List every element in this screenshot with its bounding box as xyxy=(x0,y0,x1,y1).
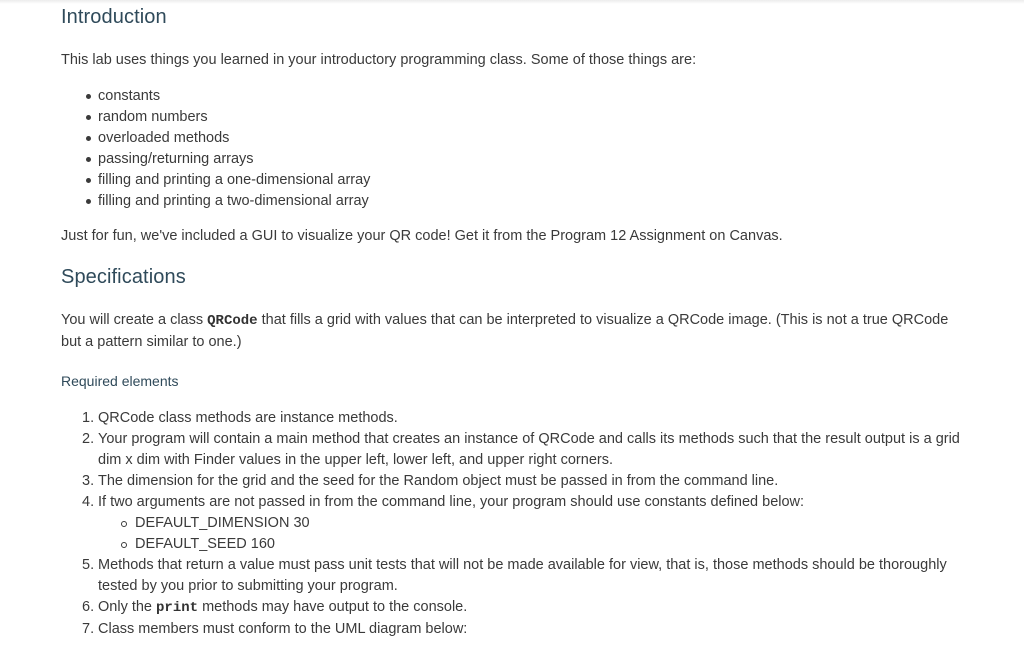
item-number: 5. xyxy=(82,557,95,573)
constants-list xyxy=(98,513,971,555)
item-number: 6. xyxy=(82,599,95,615)
item-text: QRCode class methods are instance methods. xyxy=(98,410,398,426)
specifications-text xyxy=(61,310,961,353)
list-item: passing/returning arrays xyxy=(61,149,961,170)
required-elements-heading: Required elements xyxy=(61,373,179,389)
item-text-start: Only the xyxy=(98,599,157,615)
specifications-text-start: You will create a class xyxy=(61,312,208,328)
list-item xyxy=(61,619,971,640)
item-text: Methods that return a value must pass unit tests that will not be made available for view, that is, those methods should be thoroughly tested by you prior to submitting your program. xyxy=(98,557,947,594)
introduction-text: This lab uses things you learned in your introductory programming class. Some of those things are: xyxy=(61,52,697,68)
item-text: If two arguments are not passed in from the command line, your program should use constants defined below: xyxy=(98,494,805,510)
item-text-end: methods may have output to the console. xyxy=(198,599,468,615)
item-text: Class members must conform to the UML diagram below: xyxy=(98,621,468,637)
class-name-code: QRCode xyxy=(207,313,258,329)
list-item xyxy=(61,597,971,619)
list-item xyxy=(61,471,971,492)
item-number: 4. xyxy=(82,494,95,510)
print-code: print xyxy=(156,600,199,616)
list-item xyxy=(61,492,971,555)
top-shadow xyxy=(0,0,1024,4)
gui-text: Just for fun, we've included a GUI to visualize your QR code! Get it from the Program 12 Assignment on Canvas. xyxy=(61,228,783,244)
introduction-bullet-list xyxy=(61,86,961,212)
constant-item: DEFAULT_DIMENSION 30 xyxy=(98,513,971,534)
list-item xyxy=(61,555,971,597)
introduction-heading: Introduction xyxy=(61,6,167,28)
item-number: 7. xyxy=(82,621,95,637)
item-number: 3. xyxy=(82,473,95,489)
list-item xyxy=(61,408,971,429)
item-text: Your program will contain a main method that creates an instance of QRCode and calls its methods such that the result output is a grid dim x dim with Finder values in the upper left, lower left, and upper right corners. xyxy=(98,431,960,468)
item-text: The dimension for the grid and the seed for the Random object must be passed in from the command line. xyxy=(98,473,779,489)
specifications-text-end: that fills a grid with values that can be interpreted to visualize a QRCode image. (This is not a true QRCode but a pattern similar to one.) xyxy=(61,312,949,350)
item-number: 2. xyxy=(82,431,95,447)
list-item: overloaded methods xyxy=(61,128,961,149)
list-item: filling and printing a two-dimensional array xyxy=(61,191,961,212)
item-number: 1. xyxy=(82,410,95,426)
list-item: constants xyxy=(61,86,961,107)
list-item xyxy=(61,429,971,471)
specifications-heading: Specifications xyxy=(61,266,186,288)
list-item: random numbers xyxy=(61,107,961,128)
constant-item: DEFAULT_SEED 160 xyxy=(98,534,971,555)
required-elements-list xyxy=(61,408,971,640)
list-item: filling and printing a one-dimensional array xyxy=(61,170,961,191)
